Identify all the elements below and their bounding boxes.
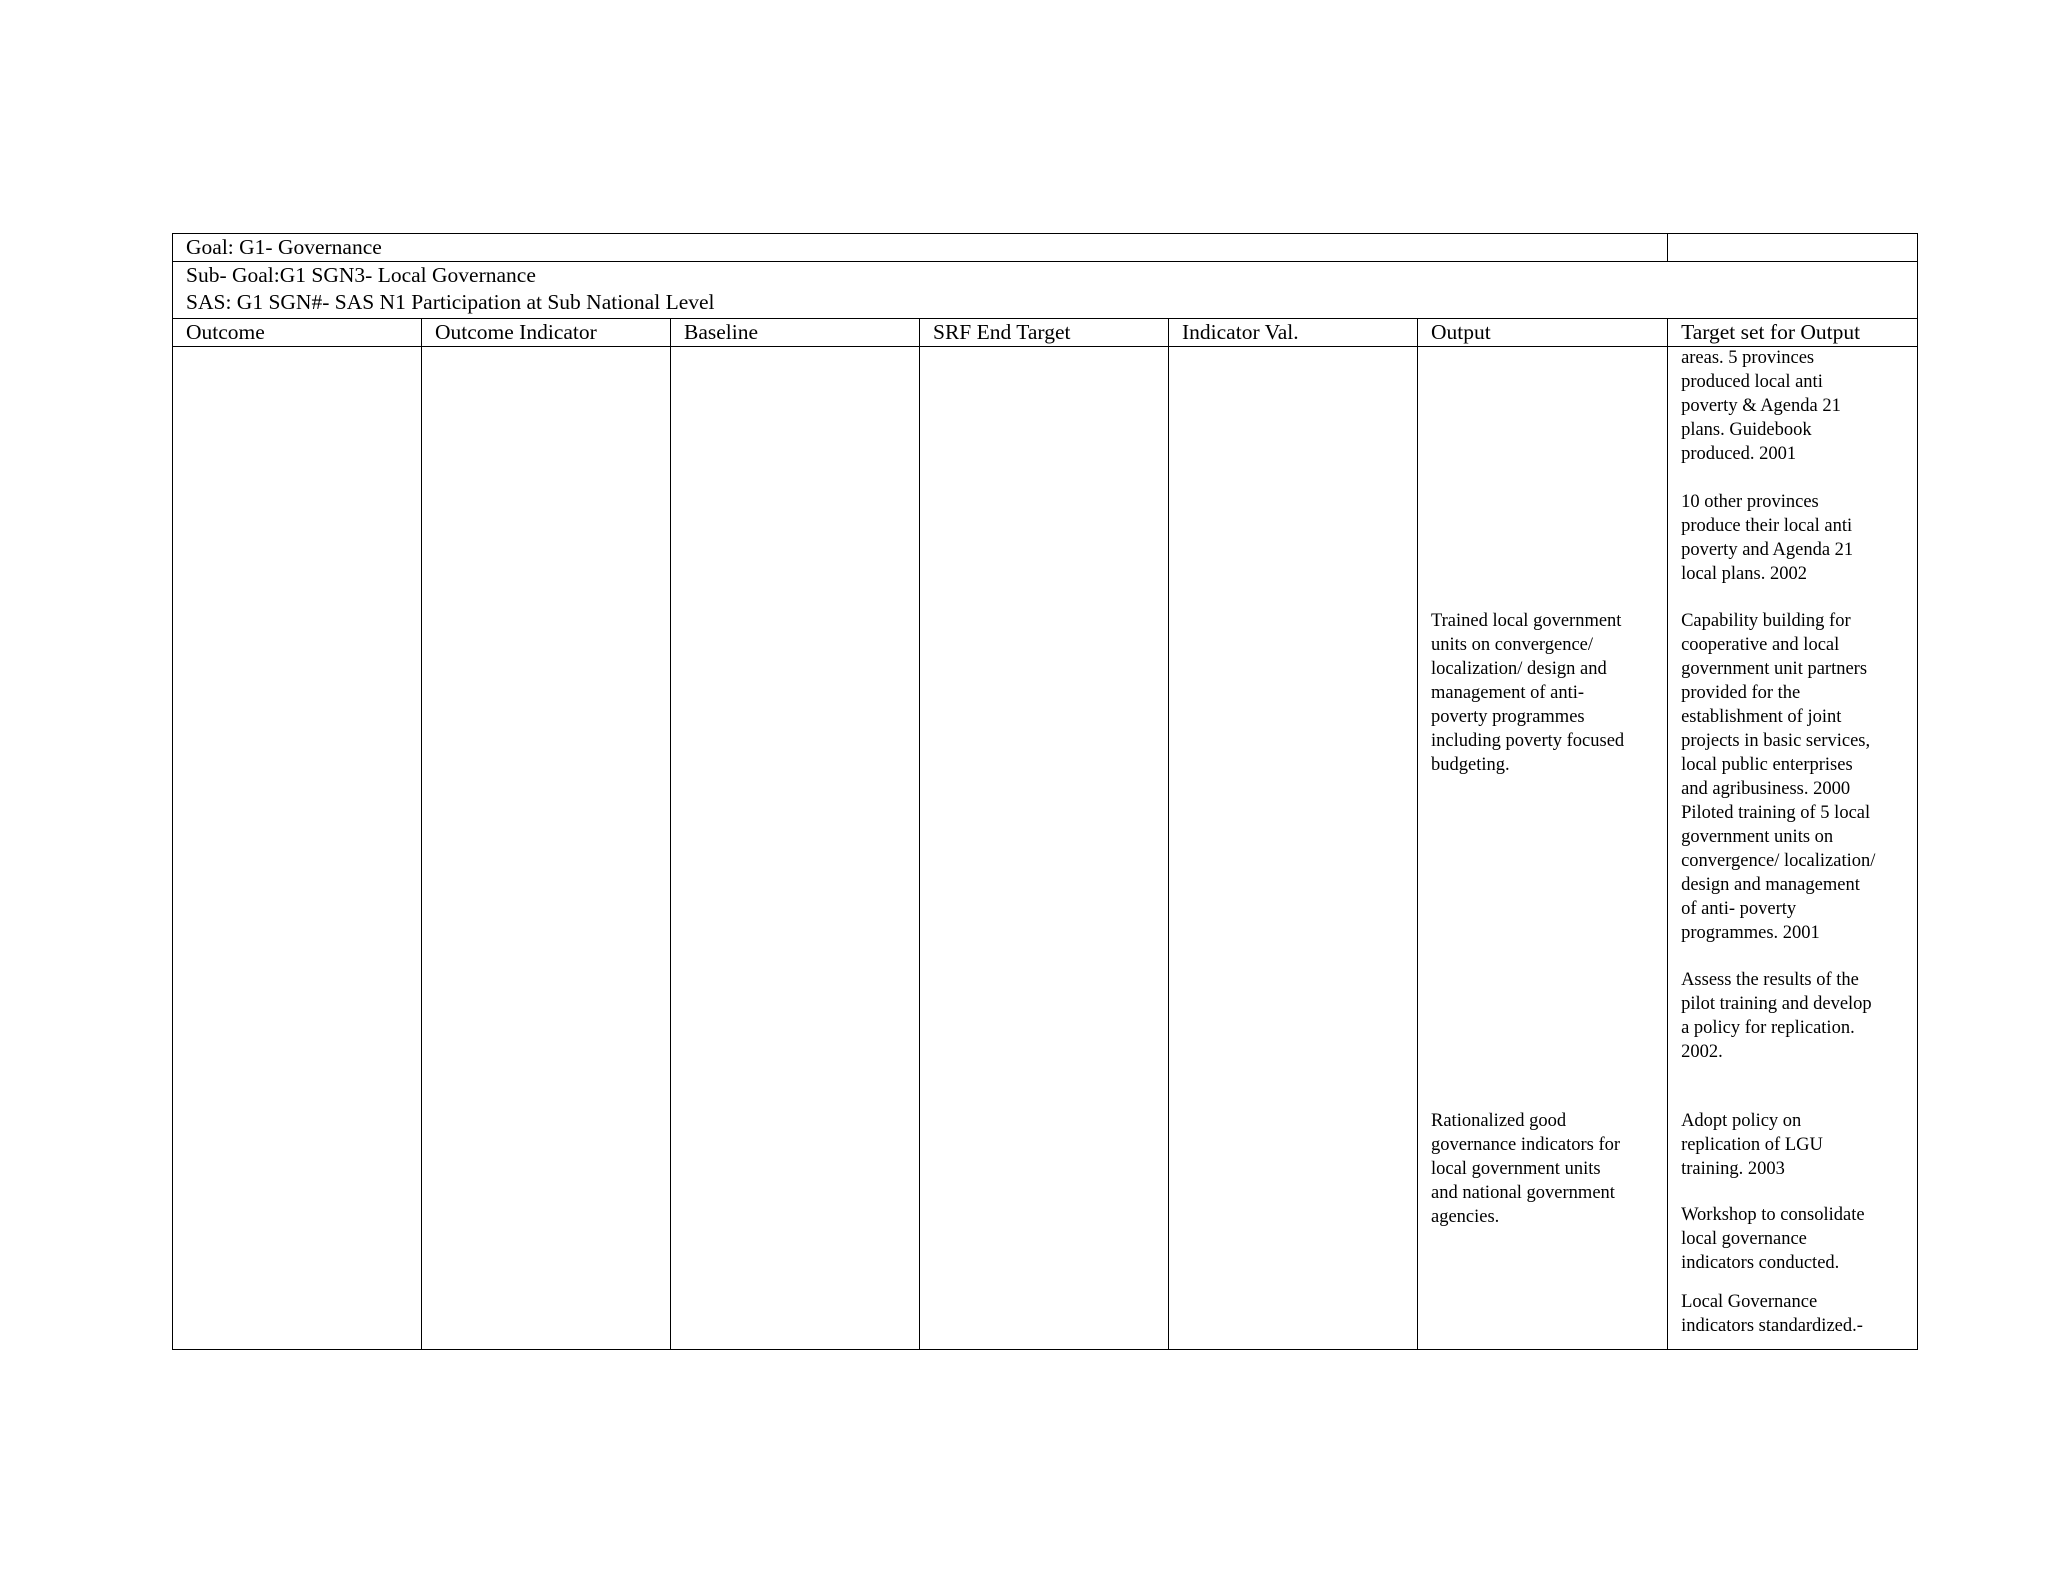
- target-item-workshop: Workshop to consolidate local governance indicators conducted.: [1681, 1205, 1865, 1273]
- column-header-row: [173, 319, 1918, 347]
- header-target-set-for-output: Target set for Output: [1668, 319, 1918, 347]
- goal-cell: [173, 234, 1668, 262]
- header-srf-end-target: SRF End Target: [920, 319, 1169, 347]
- srf-end-target-cell: [920, 347, 1169, 1350]
- target-item-standardized: Local Governance indicators standardized.-: [1681, 1292, 1863, 1336]
- subgoal-row: [173, 262, 1918, 319]
- indicator-val-cell: [1169, 347, 1418, 1350]
- header-outcome: Outcome: [173, 319, 422, 347]
- output-item-trained-lgu: Trained local government units on convergence/ localization/ design and management of anti- poverty programmes including poverty focused budgeting.: [1431, 611, 1625, 775]
- header-outcome-indicator: Outcome Indicator: [422, 319, 671, 347]
- target-item-capability-building: Capability building for cooperative and local government unit partners provided for the establishment of joint projects in basic services, local public enterprises and agribusiness. 2000 Piloted training of 5 local government units on convergence/ localization/ design and management of anti- poverty programmes. 2001: [1681, 611, 1876, 943]
- target-item-adopt-policy: Adopt policy on replication of LGU training. 2003: [1681, 1111, 1823, 1179]
- header-baseline: Baseline: [671, 319, 920, 347]
- goal-row: [173, 234, 1918, 262]
- header-indicator-val: Indicator Val.: [1169, 319, 1418, 347]
- baseline-cell: [671, 347, 920, 1350]
- subgoal-cell: [173, 262, 1918, 319]
- header-output: Output: [1418, 319, 1668, 347]
- outcome-cell: [173, 347, 422, 1350]
- sub-goal-label: Sub- Goal:G1 SGN3- Local Governance: [186, 263, 536, 287]
- target-item-assess-results: Assess the results of the pilot training and develop a policy for replication. 2002.: [1681, 970, 1872, 1062]
- outcome-indicator-cell: [422, 347, 671, 1350]
- goal-empty-cell: [1668, 234, 1918, 262]
- sas-label: SAS: G1 SGN#- SAS N1 Participation at Sub National Level: [186, 290, 715, 314]
- output-cell: [1418, 347, 1668, 1350]
- table-row: [173, 347, 1918, 1350]
- target-item-provinces-2001: areas. 5 provinces produced local anti poverty & Agenda 21 plans. Guidebook produced. 2001: [1681, 348, 1841, 464]
- target-item-provinces-2002: 10 other provinces produce their local anti poverty and Agenda 21 local plans. 2002: [1681, 492, 1854, 584]
- results-framework-table: [172, 233, 1918, 1350]
- target-set-for-output-cell: [1668, 347, 1918, 1350]
- goal-label: Goal: G1- Governance: [186, 235, 382, 259]
- output-item-rationalized-indicators: Rationalized good governance indicators for local government units and national government agencies.: [1431, 1111, 1621, 1227]
